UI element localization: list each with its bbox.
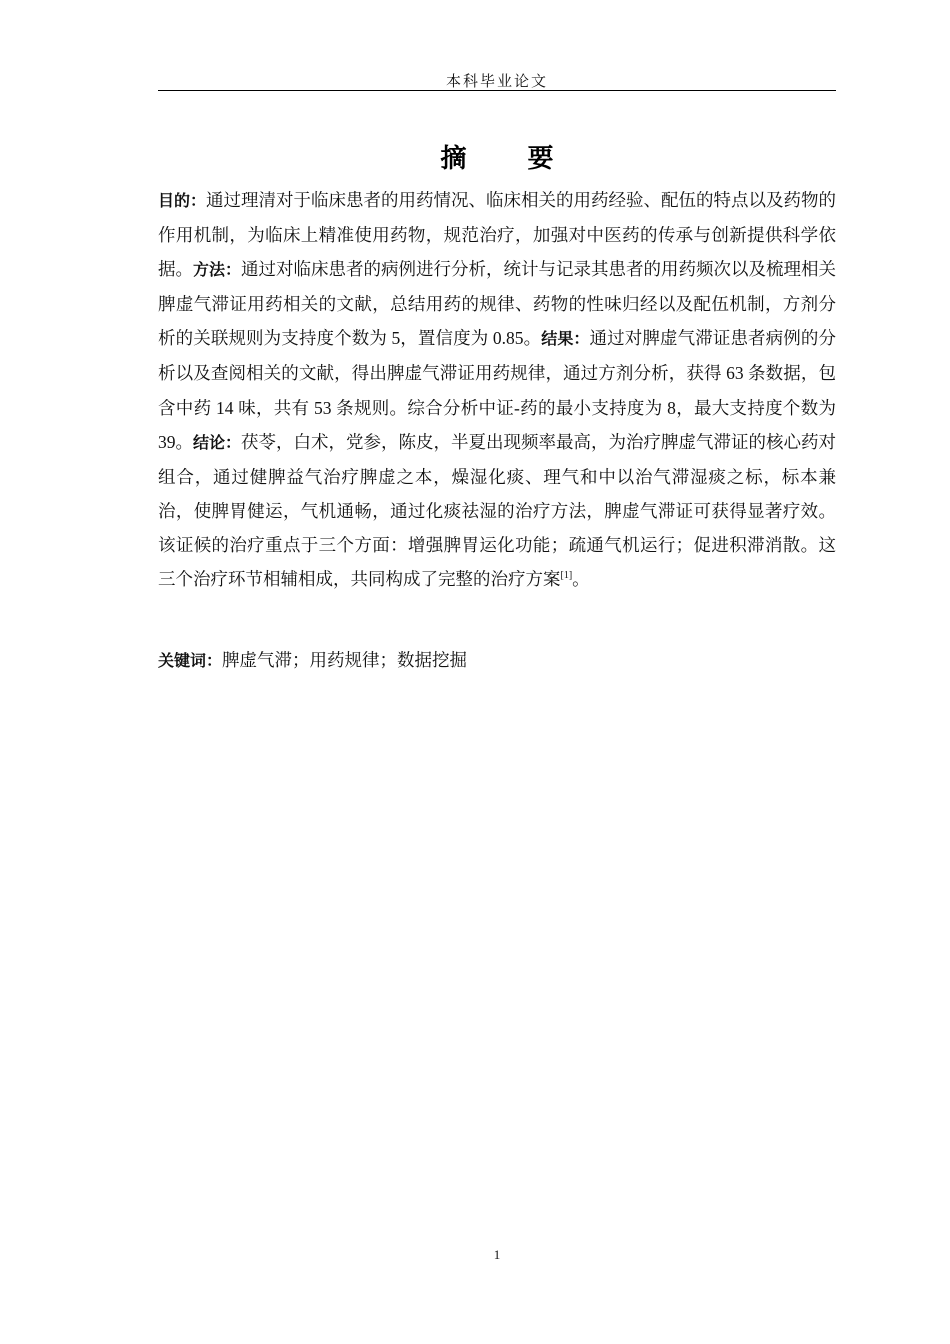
method-label: 方法： xyxy=(193,260,242,280)
abstract-title: 摘 要 xyxy=(440,144,580,174)
running-header: 本科毕业论文 xyxy=(445,72,548,90)
objective-text: 通过理清对于临床患者的用药情况、临床相关的用药经验、配伍的特点以及药物的作用机制，为临床上精准使用药物，规范治疗，加强对中医药的传承与创新提供科学依据。 xyxy=(158,190,837,280)
result-text: 通过对脾虚气滞证患者病例的分析以及查阅相关的文献，得出脾虚气滞证用药规律，通过方剂分析，获得 63 条数据，包含中药 14 味，共有 53 条规则。综合分析中证-药的最小支持度为 8，最大支持度个数为 39。 xyxy=(158,328,836,452)
header-rule xyxy=(158,90,836,91)
method-text: 通过对临床患者的病例进行分析，统计与记录其患者的用药频次以及梳理相关脾虚气滞证用药相关的文献，总结用药的规律、药物的性味归经以及配伍机制，方剂分析的关联规则为支持度个数为 5，置信度为 0.85。 xyxy=(158,259,837,349)
keywords-line xyxy=(158,645,836,676)
objective-label: 目的： xyxy=(158,191,207,210)
conclusion-text: 茯苓，白术，党参，陈皮，半夏出现频率最高，为治疗脾虚气滞证的核心药对组合，通过健脾益气治疗脾虚之本，燥湿化痰、理气和中以治气滞湿痰之标，标本兼治，使脾胃健运，气机通畅，通过化痰祛湿的治疗方法，脾虚气滞证可获得显著疗效。该证候的治疗重点于三个方面：增强脾胃运化功能；疏通气机运行；促进积滞消散。这三个治疗环节相辅相成，共同构成了完整的治疗方案 xyxy=(158,431,837,590)
citation-reference: [1] xyxy=(560,570,573,582)
result-label: 结果： xyxy=(541,329,590,349)
keywords-text: 脾虚气滞；用药规律；数据挖掘 xyxy=(222,650,468,670)
abstract-body xyxy=(158,183,836,596)
conclusion-label: 结论： xyxy=(193,432,242,452)
keywords-label: 关键词： xyxy=(158,651,223,670)
closing-punct: 。 xyxy=(572,569,590,590)
page-number: 1 xyxy=(493,1247,501,1262)
